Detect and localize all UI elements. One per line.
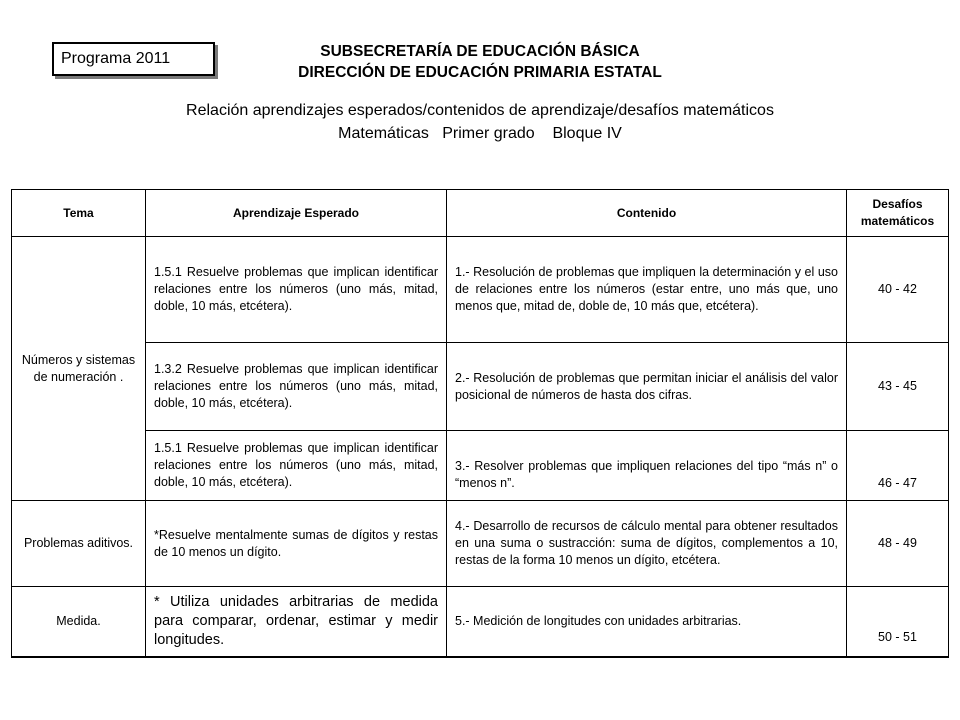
curriculum-table	[11, 189, 949, 658]
desafios-cell: 46 - 47	[847, 431, 949, 501]
contenido-cell: 3.- Resolver problemas que impliquen relaciones del tipo “más n” o “menos n”.	[447, 431, 847, 501]
desafios-cell: 43 - 45	[847, 343, 949, 431]
aprendizaje-cell: 1.3.2 Resuelve problemas que implican identificar relaciones entre los números (uno más, mitad, doble, 10 más, etcétera).	[146, 343, 447, 431]
table-row	[12, 587, 949, 657]
table-row	[12, 343, 949, 431]
aprendizaje-cell: 1.5.1 Resuelve problemas que implican identificar relaciones entre los números (uno más, mitad, doble, 10 más, etcétera).	[146, 237, 447, 343]
program-badge: Programa 2011	[52, 42, 215, 76]
aprendizaje-cell: 1.5.1 Resuelve problemas que implican identificar relaciones entre los números (uno más, mitad, doble, 10 más, etcétera).	[146, 431, 447, 501]
contenido-cell: 4.- Desarrollo de recursos de cálculo mental para obtener resultados en una suma o sustracción: suma de dígitos, complementos a 10, restas de la forma 10 menos un dígito, etcétera.	[447, 501, 847, 587]
table-row	[12, 237, 949, 343]
desafios-cell: 40 - 42	[847, 237, 949, 343]
column-header-contenido: Contenido	[447, 190, 847, 237]
column-header-tema: Tema	[12, 190, 146, 237]
table-row	[12, 501, 949, 587]
desafios-cell: 48 - 49	[847, 501, 949, 587]
aprendizaje-cell: *Resuelve mentalmente sumas de dígitos y restas de 10 menos un dígito.	[146, 501, 447, 587]
contenido-cell: 2.- Resolución de problemas que permitan iniciar el análisis del valor posicional de números de hasta dos cifras.	[447, 343, 847, 431]
column-header-desafios: Desafíos matemáticos	[847, 190, 949, 237]
subtitle-line-2: Matemáticas Primer grado Bloque IV	[338, 125, 622, 142]
contenido-cell: 1.- Resolución de problemas que impliquen la determinación y el uso de relaciones entre los números (estar entre, uno más que, uno menos que, mitad de, doble de, 10 más que, etcétera).	[447, 237, 847, 343]
header-line-1: SUBSECRETARÍA DE EDUCACIÓN BÁSICA	[320, 43, 640, 60]
desafios-cell: 50 - 51	[847, 587, 949, 657]
column-header-aprendizaje: Aprendizaje Esperado	[146, 190, 447, 237]
tema-cell: Medida.	[12, 587, 146, 657]
tema-cell: Problemas aditivos.	[12, 501, 146, 587]
table-header-row	[12, 190, 949, 237]
tema-cell: Números y sistemas de numeración .	[12, 237, 146, 501]
header-line-2: DIRECCIÓN DE EDUCACIÓN PRIMARIA ESTATAL	[298, 64, 662, 81]
aprendizaje-cell: * Utiliza unidades arbitrarias de medida para comparar, ordenar, estimar y medir longitudes.	[146, 587, 447, 657]
subtitle-line-1: Relación aprendizajes esperados/contenidos de aprendizaje/desafíos matemáticos	[186, 102, 774, 119]
contenido-cell: 5.- Medición de longitudes con unidades arbitrarias.	[447, 587, 847, 657]
table-row	[12, 431, 949, 501]
